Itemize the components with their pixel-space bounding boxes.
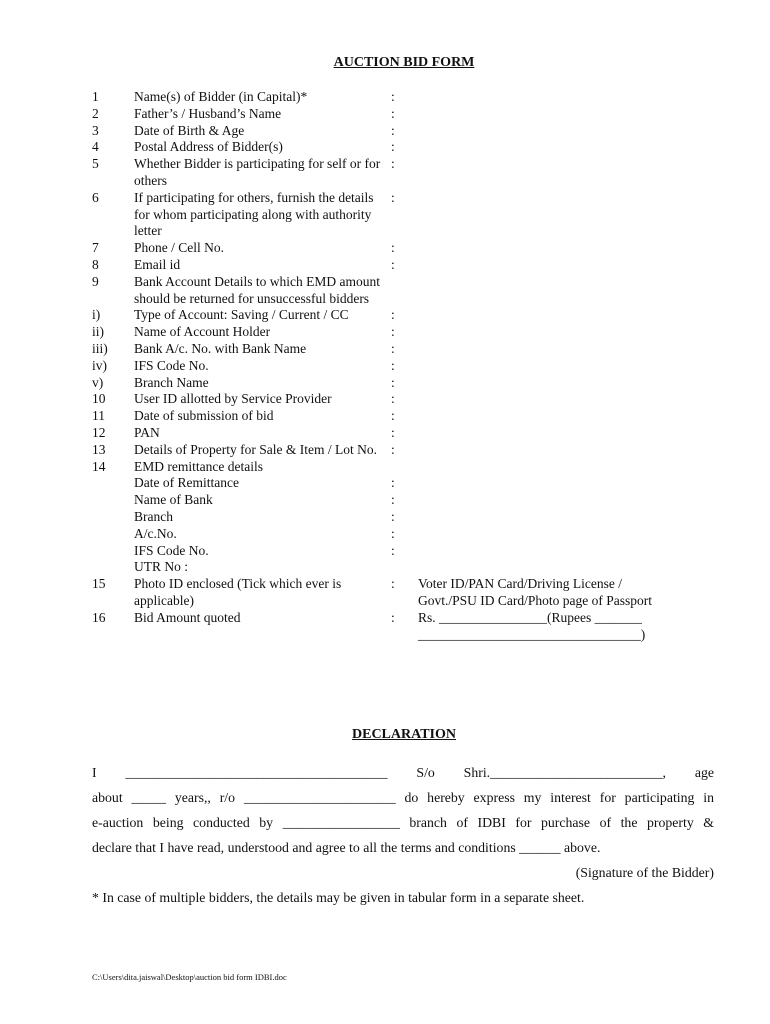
- field-label: IFS Code No.: [134, 357, 209, 373]
- form-row: [92, 307, 692, 324]
- field-label: Details of Property for Sale & Item / Lot No.: [134, 441, 377, 457]
- row-number: 12: [92, 424, 106, 440]
- field-label: Branch Name: [134, 374, 209, 390]
- form-row: [92, 375, 692, 392]
- file-path-footer: C:\Users\dita.jaiswal\Desktop\auction bid form IDBI.doc: [92, 972, 287, 982]
- field-value: [418, 324, 678, 341]
- row-number: [92, 526, 134, 543]
- row-number: 11: [92, 408, 105, 424]
- field-value: Voter ID/PAN Card/Driving License / Govt./PSU ID Card/Photo page of Passport: [418, 576, 652, 608]
- form-row: [92, 324, 692, 341]
- field-label: Email id: [134, 256, 181, 272]
- colon-separator: :: [391, 256, 395, 272]
- field-value: [418, 190, 678, 240]
- colon-separator: :: [391, 324, 395, 340]
- field-value: [418, 475, 678, 492]
- field-value: Rs. ________________(Rupees _______ _________________________________): [418, 609, 646, 642]
- field-value: [418, 543, 678, 560]
- form-row: [92, 610, 692, 644]
- field-label: User ID allotted by Service Provider: [134, 391, 332, 407]
- colon-separator: :: [391, 576, 395, 592]
- row-number: v): [92, 374, 104, 390]
- form-row: [92, 492, 692, 509]
- field-label: Bid Amount quoted: [134, 609, 241, 625]
- field-label: Name of Account Holder: [134, 324, 271, 340]
- row-number: ii): [92, 324, 104, 340]
- field-label: A/c.No.: [134, 525, 177, 541]
- field-label: UTR No :: [134, 559, 188, 575]
- field-label: Date of Remittance: [134, 475, 239, 491]
- colon-separator: [391, 459, 418, 476]
- row-number: [92, 559, 134, 576]
- declaration-line-1: I ______________________________________ S/o Shri._________________________, age: [92, 765, 714, 780]
- colon-separator: :: [391, 240, 395, 256]
- colon-separator: :: [391, 122, 395, 138]
- row-number: 6: [92, 189, 99, 205]
- row-number: 1: [92, 89, 99, 104]
- form-row: [92, 526, 692, 543]
- colon-separator: :: [391, 542, 395, 558]
- form-title: AUCTION BID FORM: [333, 55, 475, 70]
- field-label: Bank A/c. No. with Bank Name: [134, 340, 307, 356]
- colon-separator: :: [391, 408, 395, 424]
- row-number: iv): [92, 357, 107, 373]
- row-number: 14: [92, 458, 106, 474]
- field-value: [418, 459, 678, 476]
- declaration-text: [92, 760, 714, 910]
- field-label: Bank Account Details to which EMD amount should be returned for unsuccessful bidders: [134, 273, 380, 306]
- declaration-line-4: declare that I have read, understood and agree to all the terms and conditions ______ above.: [92, 840, 601, 855]
- field-value: [418, 492, 678, 509]
- field-value: [418, 442, 678, 459]
- field-label: Date of Birth & Age: [134, 122, 245, 138]
- row-number: 10: [92, 391, 106, 407]
- field-value: [418, 375, 678, 392]
- field-label: Branch: [134, 508, 173, 524]
- colon-separator: :: [391, 424, 395, 440]
- colon-separator: [391, 274, 418, 308]
- form-row: [92, 139, 692, 156]
- form-row: [92, 543, 692, 560]
- colon-separator: :: [391, 156, 395, 172]
- row-number: 16: [92, 609, 106, 625]
- declaration-line-3: e-auction being conducted by _________________ branch of IDBI for purchase of the property &: [92, 815, 714, 830]
- colon-separator: :: [391, 357, 395, 373]
- signature-label: (Signature of the Bidder): [575, 865, 714, 880]
- row-number: 9: [92, 273, 99, 289]
- field-value: [418, 341, 678, 358]
- field-label: Name of Bank: [134, 492, 213, 508]
- row-number: 7: [92, 240, 99, 256]
- colon-separator: :: [391, 475, 395, 491]
- row-number: 13: [92, 441, 106, 457]
- row-number: [92, 475, 134, 492]
- form-row: [92, 89, 692, 106]
- field-value: [418, 526, 678, 543]
- form-row: [92, 156, 692, 190]
- colon-separator: :: [391, 492, 395, 508]
- field-value: [418, 106, 678, 123]
- field-value: [418, 257, 678, 274]
- colon-separator: :: [391, 525, 395, 541]
- multiple-bidders-note: * In case of multiple bidders, the details may be given in tabular form in a separate sheet.: [92, 890, 585, 905]
- row-number: [92, 543, 134, 560]
- row-number: iii): [92, 340, 108, 356]
- field-value: [418, 559, 678, 576]
- field-value: [418, 240, 678, 257]
- colon-separator: :: [391, 340, 395, 356]
- form-row: [92, 559, 692, 576]
- field-value: [418, 156, 678, 190]
- field-value: [418, 274, 678, 308]
- form-row: [92, 408, 692, 425]
- field-label: Date of submission of bid: [134, 408, 274, 424]
- form-row: [92, 425, 692, 442]
- field-label: Type of Account: Saving / Current / CC: [134, 307, 349, 323]
- colon-separator: :: [391, 374, 395, 390]
- field-value: [418, 139, 678, 156]
- field-value: [418, 123, 678, 140]
- field-label: Postal Address of Bidder(s): [134, 139, 283, 155]
- form-row: [92, 123, 692, 140]
- form-row: [92, 475, 692, 492]
- field-label: PAN: [134, 424, 160, 440]
- form-row: [92, 509, 692, 526]
- field-value: [418, 408, 678, 425]
- colon-separator: :: [391, 441, 395, 457]
- field-value: [418, 89, 678, 106]
- field-value: [418, 509, 678, 526]
- form-row: [92, 459, 692, 476]
- colon-separator: :: [391, 189, 395, 205]
- row-number: 8: [92, 256, 99, 272]
- form-row: [92, 106, 692, 123]
- row-number: [92, 492, 134, 509]
- row-number: 2: [92, 105, 99, 121]
- row-number: 3: [92, 122, 99, 138]
- form-row: [92, 240, 692, 257]
- form-row: [92, 274, 692, 308]
- form-row: [92, 391, 692, 408]
- colon-separator: [391, 559, 418, 576]
- colon-separator: :: [391, 391, 395, 407]
- form-row: [92, 358, 692, 375]
- form-row: [92, 341, 692, 358]
- field-label: EMD remittance details: [134, 458, 263, 474]
- form-row: [92, 576, 692, 610]
- field-label: Photo ID enclosed (Tick which ever is applicable): [134, 576, 342, 608]
- field-label: Father’s / Husband’s Name: [134, 105, 282, 121]
- form-row: [92, 190, 692, 240]
- declaration-title: DECLARATION: [352, 727, 456, 742]
- row-number: [92, 509, 134, 526]
- row-number: i): [92, 307, 101, 323]
- colon-separator: :: [391, 89, 395, 104]
- colon-separator: :: [391, 609, 395, 625]
- field-label: Phone / Cell No.: [134, 240, 224, 256]
- field-label: Whether Bidder is participating for self or for others: [134, 156, 381, 188]
- declaration-line-2: about _____ years,, r/o ______________________ do hereby express my interest for participating in: [92, 790, 714, 805]
- row-number: 5: [92, 156, 99, 172]
- field-value: [418, 358, 678, 375]
- row-number: 4: [92, 139, 99, 155]
- form-row: [92, 257, 692, 274]
- field-value: [418, 391, 678, 408]
- field-label: If participating for others, furnish the details for whom participating along with authority letter: [134, 189, 374, 239]
- field-value: [418, 425, 678, 442]
- bid-form-fields: [92, 89, 692, 643]
- row-number: 15: [92, 576, 106, 592]
- form-row: [92, 442, 692, 459]
- colon-separator: :: [391, 105, 395, 121]
- field-label: IFS Code No.: [134, 542, 209, 558]
- field-label: Name(s) of Bidder (in Capital)*: [134, 89, 308, 104]
- field-value: [418, 307, 678, 324]
- colon-separator: :: [391, 139, 395, 155]
- colon-separator: :: [391, 508, 395, 524]
- colon-separator: :: [391, 307, 395, 323]
